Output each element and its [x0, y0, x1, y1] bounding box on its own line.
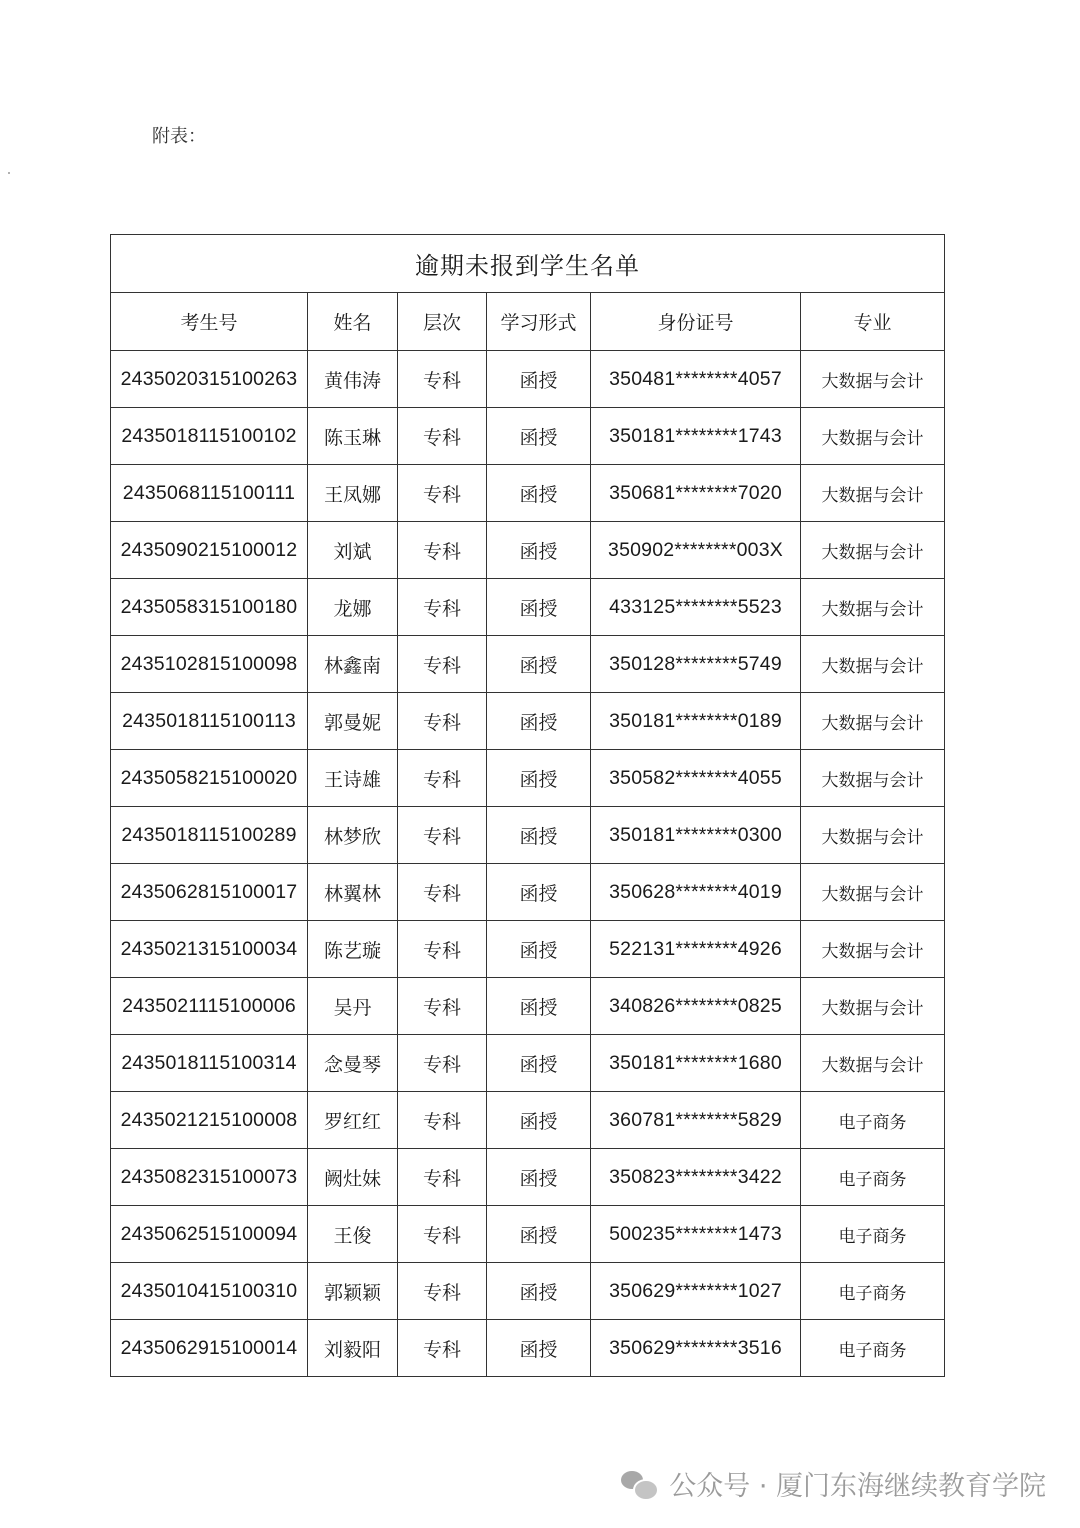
cell-id-number: 350629********1027 — [591, 1263, 801, 1320]
cell-name: 王俊 — [308, 1206, 398, 1263]
cell-exam-number: 2435021115100006 — [111, 978, 308, 1035]
cell-exam-number: 2435062815100017 — [111, 864, 308, 921]
cell-major: 大数据与会计 — [801, 579, 945, 636]
cell-level: 专科 — [398, 1263, 487, 1320]
cell-id-number: 350823********3422 — [591, 1149, 801, 1206]
cell-name: 罗红红 — [308, 1092, 398, 1149]
table-row — [111, 1092, 945, 1149]
cell-study-mode: 函授 — [487, 1035, 591, 1092]
cell-exam-number: 2435068115100111 — [111, 465, 308, 522]
header-name: 姓名 — [308, 293, 398, 351]
cell-name: 阙灶妹 — [308, 1149, 398, 1206]
cell-major: 大数据与会计 — [801, 408, 945, 465]
table-row — [111, 864, 945, 921]
header-exam-number: 考生号 — [111, 293, 308, 351]
table-row — [111, 978, 945, 1035]
cell-exam-number: 2435102815100098 — [111, 636, 308, 693]
cell-level: 专科 — [398, 978, 487, 1035]
cell-major: 电子商务 — [801, 1320, 945, 1377]
cell-level: 专科 — [398, 864, 487, 921]
cell-exam-number: 2435020315100263 — [111, 351, 308, 408]
cell-exam-number: 2435018115100314 — [111, 1035, 308, 1092]
cell-name: 吴丹 — [308, 978, 398, 1035]
cell-name: 陈玉琳 — [308, 408, 398, 465]
cell-level: 专科 — [398, 1035, 487, 1092]
cell-study-mode: 函授 — [487, 1263, 591, 1320]
cell-exam-number: 2435018115100289 — [111, 807, 308, 864]
header-id-number: 身份证号 — [591, 293, 801, 351]
cell-exam-number: 2435018115100113 — [111, 693, 308, 750]
cell-major: 大数据与会计 — [801, 1035, 945, 1092]
cell-level: 专科 — [398, 921, 487, 978]
table-row — [111, 636, 945, 693]
cell-name: 林翼林 — [308, 864, 398, 921]
table-row — [111, 522, 945, 579]
cell-id-number: 350681********7020 — [591, 465, 801, 522]
cell-level: 专科 — [398, 807, 487, 864]
table-row — [111, 693, 945, 750]
table-title: 逾期未报到学生名单 — [111, 235, 945, 293]
cell-study-mode: 函授 — [487, 807, 591, 864]
cell-exam-number: 2435082315100073 — [111, 1149, 308, 1206]
cell-level: 专科 — [398, 1149, 487, 1206]
scan-speck — [8, 172, 10, 174]
cell-major: 大数据与会计 — [801, 636, 945, 693]
cell-exam-number: 2435090215100012 — [111, 522, 308, 579]
cell-id-number: 350582********4055 — [591, 750, 801, 807]
cell-study-mode: 函授 — [487, 636, 591, 693]
cell-study-mode: 函授 — [487, 579, 591, 636]
table-row — [111, 351, 945, 408]
table-row — [111, 807, 945, 864]
cell-major: 大数据与会计 — [801, 750, 945, 807]
table-row — [111, 1263, 945, 1320]
cell-level: 专科 — [398, 351, 487, 408]
cell-level: 专科 — [398, 750, 487, 807]
wechat-watermark — [621, 1464, 1046, 1503]
cell-level: 专科 — [398, 1092, 487, 1149]
cell-study-mode: 函授 — [487, 750, 591, 807]
table-row — [111, 1320, 945, 1377]
cell-level: 专科 — [398, 522, 487, 579]
header-level: 层次 — [398, 293, 487, 351]
table-row — [111, 408, 945, 465]
cell-name: 王诗雄 — [308, 750, 398, 807]
cell-major: 大数据与会计 — [801, 864, 945, 921]
table-row — [111, 1035, 945, 1092]
table-row — [111, 921, 945, 978]
cell-name: 龙娜 — [308, 579, 398, 636]
cell-id-number: 350181********1743 — [591, 408, 801, 465]
cell-major: 大数据与会计 — [801, 693, 945, 750]
cell-id-number: 350128********5749 — [591, 636, 801, 693]
attachment-label: 附表： — [152, 126, 206, 147]
cell-exam-number: 2435058315100180 — [111, 579, 308, 636]
cell-name: 郭曼妮 — [308, 693, 398, 750]
cell-major: 大数据与会计 — [801, 522, 945, 579]
cell-major: 电子商务 — [801, 1149, 945, 1206]
cell-name: 念曼琴 — [308, 1035, 398, 1092]
cell-study-mode: 函授 — [487, 522, 591, 579]
cell-id-number: 350628********4019 — [591, 864, 801, 921]
cell-study-mode: 函授 — [487, 1092, 591, 1149]
cell-level: 专科 — [398, 408, 487, 465]
cell-level: 专科 — [398, 693, 487, 750]
table-row — [111, 579, 945, 636]
cell-name: 林鑫南 — [308, 636, 398, 693]
cell-id-number: 360781********5829 — [591, 1092, 801, 1149]
cell-exam-number: 2435062915100014 — [111, 1320, 308, 1377]
cell-id-number: 350629********3516 — [591, 1320, 801, 1377]
cell-study-mode: 函授 — [487, 465, 591, 522]
cell-id-number: 522131********4926 — [591, 921, 801, 978]
cell-major: 大数据与会计 — [801, 978, 945, 1035]
cell-level: 专科 — [398, 579, 487, 636]
table-row — [111, 465, 945, 522]
cell-exam-number: 2435062515100094 — [111, 1206, 308, 1263]
cell-study-mode: 函授 — [487, 921, 591, 978]
cell-exam-number: 2435010415100310 — [111, 1263, 308, 1320]
cell-level: 专科 — [398, 1320, 487, 1377]
cell-study-mode: 函授 — [487, 1206, 591, 1263]
cell-major: 大数据与会计 — [801, 807, 945, 864]
cell-name: 郭颖颖 — [308, 1263, 398, 1320]
cell-major: 大数据与会计 — [801, 921, 945, 978]
cell-study-mode: 函授 — [487, 1149, 591, 1206]
cell-name: 刘斌 — [308, 522, 398, 579]
cell-study-mode: 函授 — [487, 693, 591, 750]
cell-exam-number: 2435021315100034 — [111, 921, 308, 978]
cell-major: 电子商务 — [801, 1206, 945, 1263]
cell-exam-number: 2435018115100102 — [111, 408, 308, 465]
cell-exam-number: 2435058215100020 — [111, 750, 308, 807]
cell-study-mode: 函授 — [487, 978, 591, 1035]
cell-id-number: 350181********0189 — [591, 693, 801, 750]
watermark-text: 公众号 · 厦门东海继续教育学院 — [669, 1471, 1046, 1502]
cell-id-number: 350181********0300 — [591, 807, 801, 864]
cell-study-mode: 函授 — [487, 1320, 591, 1377]
cell-id-number: 340826********0825 — [591, 978, 801, 1035]
cell-level: 专科 — [398, 636, 487, 693]
table-header-row — [111, 293, 945, 351]
wechat-icon — [621, 1469, 657, 1499]
cell-name: 黄伟涛 — [308, 351, 398, 408]
cell-major: 电子商务 — [801, 1092, 945, 1149]
cell-id-number: 433125********5523 — [591, 579, 801, 636]
cell-study-mode: 函授 — [487, 864, 591, 921]
cell-name: 刘毅阳 — [308, 1320, 398, 1377]
cell-major: 电子商务 — [801, 1263, 945, 1320]
cell-major: 大数据与会计 — [801, 465, 945, 522]
overdue-students-table — [110, 234, 945, 1377]
cell-level: 专科 — [398, 465, 487, 522]
cell-name: 王凤娜 — [308, 465, 398, 522]
header-major: 专业 — [801, 293, 945, 351]
cell-level: 专科 — [398, 1206, 487, 1263]
table-row — [111, 1206, 945, 1263]
cell-name: 林梦欣 — [308, 807, 398, 864]
cell-id-number: 350902********003X — [591, 522, 801, 579]
cell-id-number: 350181********1680 — [591, 1035, 801, 1092]
cell-name: 陈艺璇 — [308, 921, 398, 978]
cell-study-mode: 函授 — [487, 408, 591, 465]
cell-major: 大数据与会计 — [801, 351, 945, 408]
cell-study-mode: 函授 — [487, 351, 591, 408]
cell-id-number: 350481********4057 — [591, 351, 801, 408]
cell-id-number: 500235********1473 — [591, 1206, 801, 1263]
header-study-mode: 学习形式 — [487, 293, 591, 351]
cell-exam-number: 2435021215100008 — [111, 1092, 308, 1149]
table-row — [111, 750, 945, 807]
table-row — [111, 1149, 945, 1206]
